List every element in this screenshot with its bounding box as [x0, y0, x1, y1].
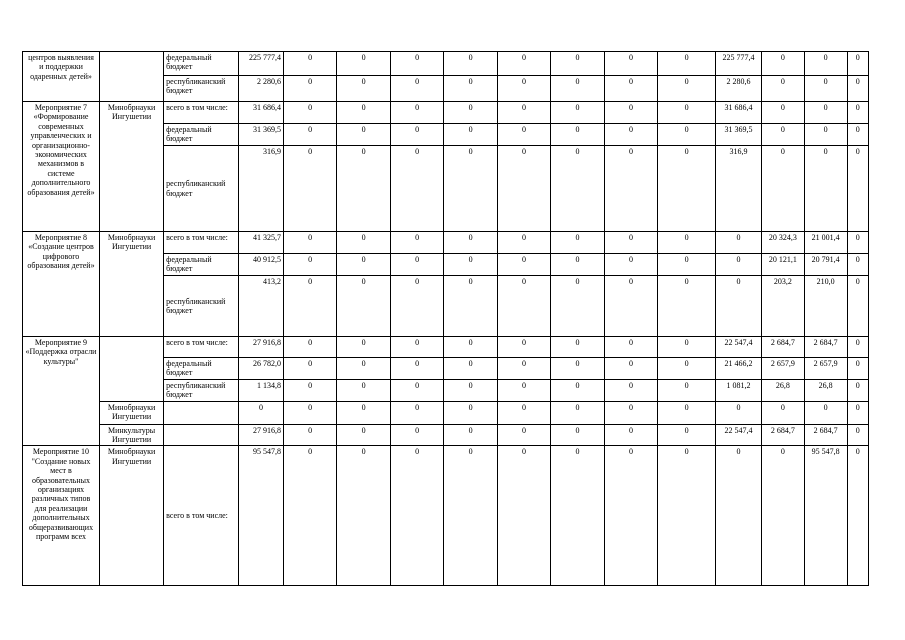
- total-cell: 0: [239, 401, 284, 424]
- total-cell: 31 686,4: [239, 102, 284, 124]
- year-cell: 0: [847, 379, 868, 401]
- year-cell: 0: [551, 379, 604, 401]
- year-cell: 0: [337, 379, 390, 401]
- total-cell: 27 916,8: [239, 424, 284, 446]
- year-cell: 0: [337, 424, 390, 446]
- year-cell: 0: [551, 254, 604, 276]
- year-cell: 0: [551, 232, 604, 254]
- year-cell: 22 547,4: [715, 337, 761, 358]
- year-cell: 0: [337, 76, 390, 102]
- year-cell: 0: [337, 102, 390, 124]
- table-row: [23, 232, 869, 254]
- year-cell: 0: [497, 401, 550, 424]
- year-cell: 0: [847, 76, 868, 102]
- year-cell: 0: [551, 401, 604, 424]
- year-cell: 0: [551, 276, 604, 337]
- year-cell: 0: [337, 232, 390, 254]
- year-cell: 22 547,4: [715, 424, 761, 446]
- table-row: [23, 102, 869, 124]
- executor-cell: Минобрнауки Ингушетии: [100, 401, 164, 424]
- year-cell: 0: [847, 424, 868, 446]
- year-cell: 0: [551, 52, 604, 76]
- year-cell: 2 684,7: [761, 424, 804, 446]
- year-cell: 31 369,5: [715, 124, 761, 146]
- year-cell: 0: [551, 358, 604, 380]
- source-cell: [164, 424, 239, 446]
- executor-cell: [100, 337, 164, 402]
- year-cell: 0: [283, 146, 336, 232]
- year-cell: 2 280,6: [715, 76, 761, 102]
- year-cell: 0: [604, 424, 657, 446]
- year-cell: 0: [715, 446, 761, 586]
- year-cell: 2 684,7: [804, 337, 847, 358]
- year-cell: 0: [658, 254, 716, 276]
- year-cell: 0: [715, 401, 761, 424]
- year-cell: 0: [390, 76, 443, 102]
- year-cell: 0: [551, 424, 604, 446]
- year-cell: 0: [761, 76, 804, 102]
- year-cell: 0: [604, 146, 657, 232]
- year-cell: 20 121,1: [761, 254, 804, 276]
- year-cell: 0: [715, 276, 761, 337]
- year-cell: 0: [390, 102, 443, 124]
- event-cell: Мероприятие 8 «Создание центров цифрового образования детей»: [23, 232, 100, 337]
- executor-cell: Минобрнауки Ингушетии: [100, 232, 164, 337]
- year-cell: 0: [551, 124, 604, 146]
- total-cell: 2 280,6: [239, 76, 284, 102]
- year-cell: 0: [658, 146, 716, 232]
- table-row: [23, 401, 869, 424]
- year-cell: 0: [761, 446, 804, 586]
- year-cell: 0: [497, 358, 550, 380]
- event-cell: Мероприятие 7 «Формирование современных управленческих и организационно-экономических механизмов в системе дополнительного образования детей»: [23, 102, 100, 232]
- source-cell: всего в том числе:: [164, 102, 239, 124]
- event-cell: Мероприятие 10 "Создание новых мест в образовательных организациях различных типов для реализации дополнительных общеразвивающих программ всех: [23, 446, 100, 586]
- year-cell: 0: [804, 76, 847, 102]
- year-cell: 0: [337, 401, 390, 424]
- year-cell: 0: [847, 232, 868, 254]
- year-cell: 0: [337, 146, 390, 232]
- year-cell: 0: [658, 52, 716, 76]
- year-cell: 0: [283, 401, 336, 424]
- year-cell: 0: [604, 52, 657, 76]
- year-cell: 0: [390, 424, 443, 446]
- year-cell: 0: [283, 276, 336, 337]
- year-cell: 0: [804, 146, 847, 232]
- year-cell: 0: [604, 76, 657, 102]
- year-cell: 0: [444, 254, 497, 276]
- year-cell: 20 324,3: [761, 232, 804, 254]
- year-cell: 0: [761, 52, 804, 76]
- year-cell: 0: [390, 276, 443, 337]
- year-cell: 0: [604, 446, 657, 586]
- year-cell: 0: [283, 124, 336, 146]
- executor-cell: [100, 52, 164, 102]
- year-cell: 0: [283, 337, 336, 358]
- source-cell: [164, 401, 239, 424]
- year-cell: 0: [283, 358, 336, 380]
- year-cell: 0: [444, 446, 497, 586]
- year-cell: 0: [604, 358, 657, 380]
- year-cell: 0: [604, 102, 657, 124]
- year-cell: 0: [551, 337, 604, 358]
- year-cell: 2 657,9: [804, 358, 847, 380]
- total-cell: 413,2: [239, 276, 284, 337]
- year-cell: 0: [497, 124, 550, 146]
- year-cell: 21 466,2: [715, 358, 761, 380]
- year-cell: 0: [658, 102, 716, 124]
- year-cell: 0: [497, 424, 550, 446]
- year-cell: 21 001,4: [804, 232, 847, 254]
- year-cell: 0: [283, 232, 336, 254]
- year-cell: 0: [658, 232, 716, 254]
- total-cell: 1 134,8: [239, 379, 284, 401]
- year-cell: 0: [497, 276, 550, 337]
- source-cell: федеральный бюджет: [164, 52, 239, 76]
- year-cell: 0: [283, 446, 336, 586]
- year-cell: 0: [337, 52, 390, 76]
- year-cell: 0: [497, 446, 550, 586]
- year-cell: 0: [444, 379, 497, 401]
- year-cell: 203,2: [761, 276, 804, 337]
- year-cell: 0: [658, 337, 716, 358]
- year-cell: 0: [658, 401, 716, 424]
- year-cell: 0: [390, 379, 443, 401]
- year-cell: 0: [444, 337, 497, 358]
- year-cell: 0: [497, 232, 550, 254]
- year-cell: 0: [444, 52, 497, 76]
- year-cell: 0: [551, 146, 604, 232]
- year-cell: 0: [390, 124, 443, 146]
- year-cell: 0: [715, 232, 761, 254]
- year-cell: 0: [761, 124, 804, 146]
- year-cell: 0: [497, 254, 550, 276]
- year-cell: 2 657,9: [761, 358, 804, 380]
- year-cell: 0: [444, 102, 497, 124]
- year-cell: 0: [847, 52, 868, 76]
- year-cell: 0: [761, 146, 804, 232]
- year-cell: 0: [337, 337, 390, 358]
- year-cell: 0: [444, 232, 497, 254]
- year-cell: 0: [390, 232, 443, 254]
- year-cell: 0: [497, 52, 550, 76]
- year-cell: 0: [847, 102, 868, 124]
- year-cell: 26,8: [804, 379, 847, 401]
- year-cell: 0: [283, 379, 336, 401]
- table-row: [23, 52, 869, 76]
- year-cell: 0: [497, 76, 550, 102]
- year-cell: 0: [551, 446, 604, 586]
- year-cell: 0: [497, 337, 550, 358]
- year-cell: 0: [497, 379, 550, 401]
- source-cell: федеральный бюджет: [164, 254, 239, 276]
- year-cell: 0: [847, 446, 868, 586]
- year-cell: 0: [761, 401, 804, 424]
- source-cell: республиканский бюджет: [164, 276, 239, 337]
- year-cell: 0: [715, 254, 761, 276]
- table-row: [23, 337, 869, 358]
- year-cell: 0: [847, 358, 868, 380]
- source-cell: федеральный бюджет: [164, 124, 239, 146]
- year-cell: 0: [551, 102, 604, 124]
- year-cell: 0: [804, 52, 847, 76]
- total-cell: 27 916,8: [239, 337, 284, 358]
- year-cell: 1 081,2: [715, 379, 761, 401]
- source-cell: всего в том числе:: [164, 446, 239, 586]
- year-cell: 0: [390, 401, 443, 424]
- year-cell: 0: [847, 254, 868, 276]
- year-cell: 0: [604, 276, 657, 337]
- year-cell: 0: [604, 401, 657, 424]
- year-cell: 0: [847, 146, 868, 232]
- year-cell: 0: [337, 358, 390, 380]
- year-cell: 0: [551, 76, 604, 102]
- year-cell: 0: [658, 424, 716, 446]
- year-cell: 0: [847, 401, 868, 424]
- year-cell: 0: [658, 446, 716, 586]
- year-cell: 0: [604, 379, 657, 401]
- year-cell: 0: [283, 102, 336, 124]
- year-cell: 0: [497, 102, 550, 124]
- source-cell: всего в том числе:: [164, 232, 239, 254]
- year-cell: 0: [761, 102, 804, 124]
- year-cell: 20 791,4: [804, 254, 847, 276]
- source-cell: республиканский бюджет: [164, 379, 239, 401]
- source-cell: республиканский бюджет: [164, 76, 239, 102]
- total-cell: 316,9: [239, 146, 284, 232]
- source-cell: федеральный бюджет: [164, 358, 239, 380]
- year-cell: 0: [497, 146, 550, 232]
- year-cell: 0: [337, 446, 390, 586]
- year-cell: 210,0: [804, 276, 847, 337]
- year-cell: 316,9: [715, 146, 761, 232]
- year-cell: 0: [847, 124, 868, 146]
- year-cell: 0: [283, 52, 336, 76]
- year-cell: 0: [390, 337, 443, 358]
- event-cell: Мероприятие 9 «Поддержка отрасли культуры": [23, 337, 100, 446]
- year-cell: 0: [444, 358, 497, 380]
- table-row: [23, 424, 869, 446]
- year-cell: 0: [444, 424, 497, 446]
- year-cell: 0: [604, 232, 657, 254]
- year-cell: 0: [283, 254, 336, 276]
- year-cell: 0: [390, 254, 443, 276]
- total-cell: 40 912,5: [239, 254, 284, 276]
- year-cell: 0: [337, 254, 390, 276]
- year-cell: 0: [658, 276, 716, 337]
- year-cell: 95 547,8: [804, 446, 847, 586]
- year-cell: 0: [604, 124, 657, 146]
- year-cell: 0: [658, 358, 716, 380]
- year-cell: 0: [658, 124, 716, 146]
- year-cell: 2 684,7: [804, 424, 847, 446]
- year-cell: 0: [444, 76, 497, 102]
- year-cell: 26,8: [761, 379, 804, 401]
- year-cell: 2 684,7: [761, 337, 804, 358]
- year-cell: 0: [337, 124, 390, 146]
- year-cell: 0: [804, 102, 847, 124]
- executor-cell: Минкультуры Ингушетии: [100, 424, 164, 446]
- year-cell: 0: [390, 446, 443, 586]
- event-cell: центров выявления и поддержки одаренных детей»: [23, 52, 100, 102]
- total-cell: 225 777,4: [239, 52, 284, 76]
- year-cell: 0: [847, 276, 868, 337]
- year-cell: 0: [283, 424, 336, 446]
- executor-cell: Минобрнауки Ингушетии: [100, 446, 164, 586]
- year-cell: 31 686,4: [715, 102, 761, 124]
- total-cell: 26 782,0: [239, 358, 284, 380]
- source-cell: всего в том числе:: [164, 337, 239, 358]
- budget-table: [22, 51, 869, 586]
- year-cell: 0: [390, 358, 443, 380]
- year-cell: 0: [804, 124, 847, 146]
- year-cell: 0: [444, 276, 497, 337]
- year-cell: 0: [604, 254, 657, 276]
- year-cell: 0: [604, 337, 657, 358]
- total-cell: 41 325,7: [239, 232, 284, 254]
- total-cell: 31 369,5: [239, 124, 284, 146]
- total-cell: 95 547,8: [239, 446, 284, 586]
- year-cell: 0: [390, 52, 443, 76]
- year-cell: 0: [444, 146, 497, 232]
- year-cell: 0: [444, 124, 497, 146]
- year-cell: 0: [658, 379, 716, 401]
- year-cell: 0: [390, 146, 443, 232]
- year-cell: 0: [444, 401, 497, 424]
- year-cell: 0: [804, 401, 847, 424]
- source-cell: республиканский бюджет: [164, 146, 239, 232]
- year-cell: 0: [283, 76, 336, 102]
- year-cell: 0: [658, 76, 716, 102]
- table-row: [23, 446, 869, 586]
- year-cell: 225 777,4: [715, 52, 761, 76]
- executor-cell: Минобрнауки Ингушетии: [100, 102, 164, 232]
- year-cell: 0: [847, 337, 868, 358]
- year-cell: 0: [337, 276, 390, 337]
